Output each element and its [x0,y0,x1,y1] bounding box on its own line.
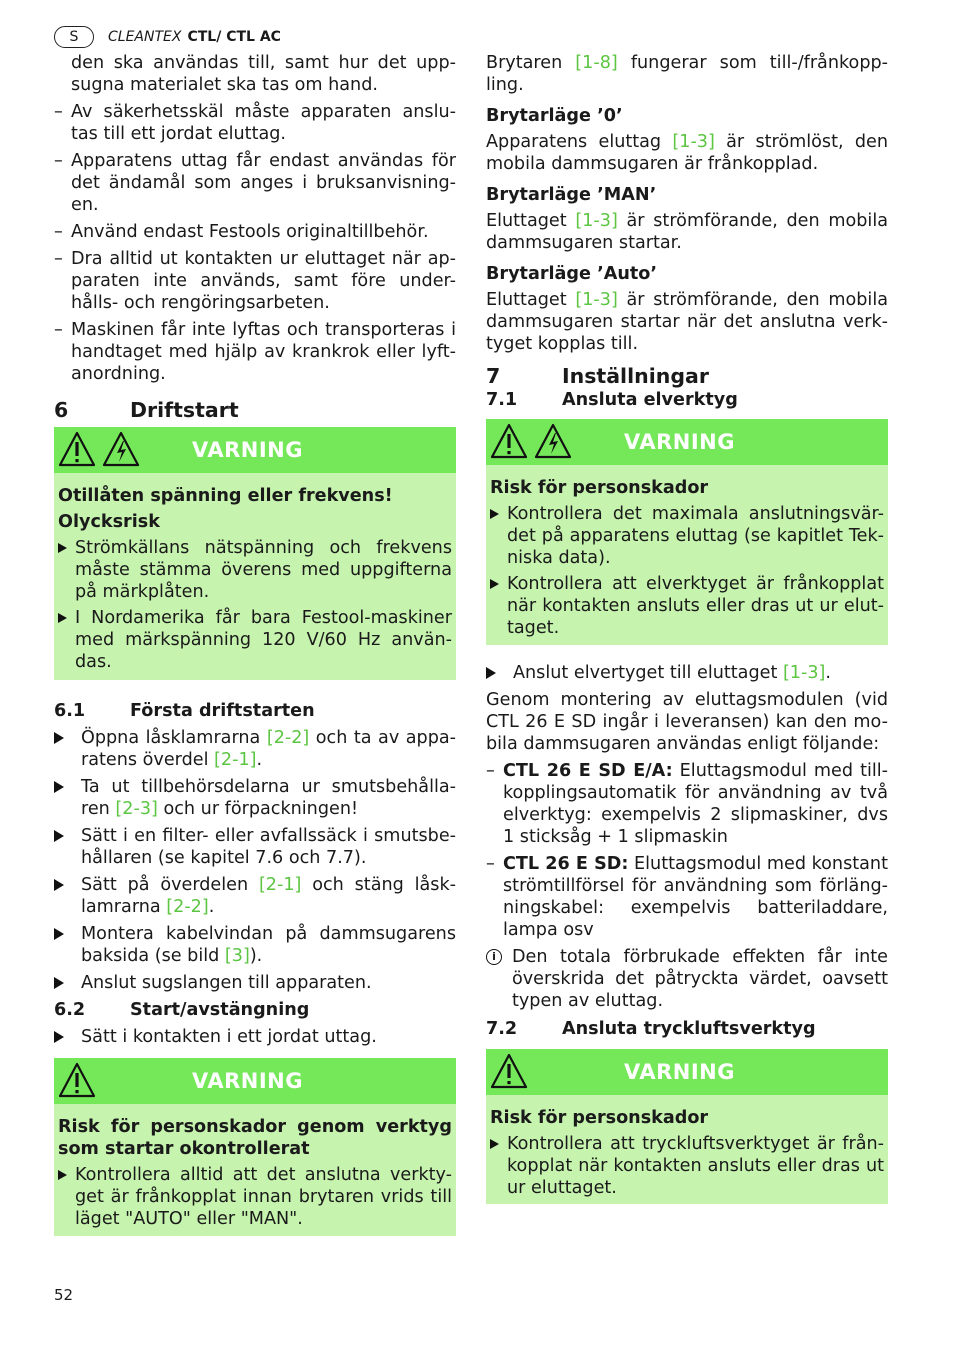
bullet-arrow-icon [54,879,64,891]
list-item: Montera kabelvindan på dammsugarens baksida (se bild [3]). [54,923,456,967]
section-heading-6-2: 6.2 Start/avstängning [54,1000,310,1020]
electric-hazard-icon [102,431,140,467]
paragraph: Eluttaget [1-3] är strömförande, den mobila dammsugaren startar. [486,211,888,253]
warning-heading: Otillåten spänning eller frekvens! [58,486,393,506]
figure-ref: [1-3] [575,290,618,310]
warning-item: I Nordamerika får bara Festool-maskiner med märkspänning 120 V/60 Hz använ-das. [58,607,452,673]
warning-item: Kontrollera det maximala anslutningsvär-det på apparatens eluttag (se kapitlet Tek-niska data). [490,503,884,569]
section-title: Driftstart [130,398,239,422]
section-heading-7: 7 Inställningar [486,364,709,388]
language-badge: S [54,26,94,48]
warning-triangle-icon [58,431,96,467]
warning-item: Kontrollera alltid att det anslutna verkty-get är frånkopplat innan brytaren vrids till läget "AUTO" eller "MAN". [58,1164,452,1230]
warning-heading: Risk för personskador genom verktyg som startar okontrollerat [58,1117,452,1159]
warning-box-power-tool [486,419,888,645]
dash-item: – Maskinen får inte lyftas och transporteras i handtaget med hjälp av krankrok eller lyft-anordning. [54,319,456,385]
figure-ref: [2-3] [115,799,158,819]
mode-title: Brytarläge ’Auto’ [486,264,658,284]
info-note: i Den totala förbrukade effekten får inte överskrida det påtryckta värdet, oavsett typen av eluttag. [486,946,888,1012]
warning-triangle-icon [58,1062,96,1098]
bullet-arrow-icon [58,1170,67,1180]
bullet-arrow-icon [58,613,67,623]
warning-triangle-icon [490,1053,528,1089]
page-number: 52 [54,1286,74,1304]
bullet-arrow-icon [54,928,64,940]
info-icon: i [486,949,502,965]
paragraph: Brytaren [1-8] fungerar som till-/frånkopp-ling. [486,53,888,95]
figure-ref: [2-2] [166,897,209,917]
warning-item: Strömkällans nätspänning och frekvens måste stämma överens med uppgifterna på märkplåten. [58,537,452,603]
warning-header [54,427,456,473]
bullet-arrow-icon [54,781,64,793]
mode-title: Brytarläge ’0’ [486,106,623,126]
list-item: Sätt på överdelen [2-1] och stäng låsk-lamrarna [2-2]. [54,874,456,918]
bullet-arrow-icon [54,732,64,744]
warning-subheading: Olycksrisk [58,512,160,532]
warning-item: Kontrollera att tryckluftsverktyget är från-kopplat när kontakten ansluts eller dras ut ur eluttaget. [490,1133,884,1199]
dash-item: – Av säkerhetsskäl måste apparaten anslu-tas till ett jordat eluttag. [54,101,456,145]
warning-label: VARNING [624,430,735,454]
dash-item: – CTL 26 E SD E/A: Eluttagsmodul med till-kopplingsautomatik för användning av två elverktyg: exempelvis 2 slipmaskiner, dvs 1 sticksåg + 1 slipmaskin [486,760,888,848]
mode-title: Brytarläge ’MAN’ [486,185,657,205]
warning-label: VARNING [192,1069,303,1093]
figure-ref: [2-2] [266,728,310,748]
left-column [54,52,456,1254]
bullet-arrow-icon [54,830,64,842]
warning-label: VARNING [192,438,303,462]
figure-ref: [3] [224,946,250,966]
figure-ref: [1-3] [575,211,618,231]
warning-heading: Risk för personskador [490,1108,709,1128]
dash-item: – Apparatens uttag får endast användas för det ändamål som anges i bruksanvisning-en. [54,150,456,216]
warning-item: Kontrollera att elverktyget är frånkopplat när kontakten ansluts eller dras ut ur elut-taget. [490,573,884,639]
section-number: 6 [54,398,69,422]
bullet-arrow-icon [490,1139,499,1149]
bullet-arrow-icon [54,977,64,989]
list-item: Sätt i kontakten i ett jordat uttag. [54,1026,456,1048]
section-heading-7-1: 7.1 Ansluta elverktyg [486,390,738,410]
model-name: CTL/ CTL AC [187,29,281,45]
dash-item: – Dra alltid ut kontakten ur eluttaget när ap-paraten inte används, samt före under-hålls- och rengöringsarbeten. [54,248,456,314]
bullet-arrow-icon [486,667,496,679]
warning-header [486,1049,888,1095]
list-item: Anslut elvertyget till eluttaget [1-3]. [486,662,888,684]
warning-heading: Risk för personskador [490,478,709,498]
figure-ref: [1-8] [575,53,618,73]
figure-ref: [2-1] [214,750,257,770]
paragraph: Genom montering av eluttagsmodulen (vid CTL 26 E SD ingår i leveransen) kan den mo-bila dammsugaren användas enligt följande: [486,690,888,754]
warning-header [486,419,888,465]
figure-ref: [1-3] [782,663,826,683]
bullet-arrow-icon [490,509,499,519]
list-item: Öppna låsklamrarna [2-2] och ta av appa-ratens överdel [2-1]. [54,727,456,771]
dash-item: – CTL 26 E SD: Eluttagsmodul med konstant strömtillförsel för användning som förläng-ningskabel: exempelvis batteriladdare, lampa osv [486,853,888,941]
paragraph: Eluttaget [1-3] är strömförande, den mobila dammsugaren startar när det anslutna verk-tyget kopplas till. [486,290,888,354]
list-item: Ta ut tillbehörsdelarna ur smutsbehålla-ren [2-3] och ur förpackningen! [54,776,456,820]
brand-name: CLEANTEX [108,29,182,45]
warning-box-compressed-air [486,1049,888,1204]
list-item: Sätt i en filter- eller avfallssäck i smutsbe-hållaren (se kapitel 7.6 och 7.7). [54,825,456,869]
section-heading-6 [54,399,456,421]
page-header [54,25,281,49]
figure-ref: [2-1] [258,875,302,895]
warning-triangle-icon [490,423,528,459]
section-heading-7-2: 7.2 Ansluta tryckluftsverktyg [486,1019,816,1039]
paragraph: Apparatens eluttag [1-3] är strömlöst, den mobila dammsugaren är frånkopplad. [486,132,888,174]
section-heading-6-1: 6.1 Första driftstarten [54,701,315,721]
figure-ref: [1-3] [672,132,715,152]
bullet-arrow-icon [54,1031,64,1043]
bullet-arrow-icon [58,543,67,553]
right-column [486,52,888,1222]
warning-box-uncontrolled-start [54,1058,456,1236]
warning-label: VARNING [624,1060,735,1084]
electric-hazard-icon [534,423,572,459]
dash-item: – Använd endast Festools originaltillbehör. [54,221,456,243]
warning-box-voltage [54,427,456,680]
intro-continuation: den ska användas till, samt hur det upp-sugna materialet ska tas om hand. [71,53,456,95]
list-item: Anslut sugslangen till apparaten. [54,972,456,994]
warning-header [54,1058,456,1104]
bullet-arrow-icon [490,579,499,589]
